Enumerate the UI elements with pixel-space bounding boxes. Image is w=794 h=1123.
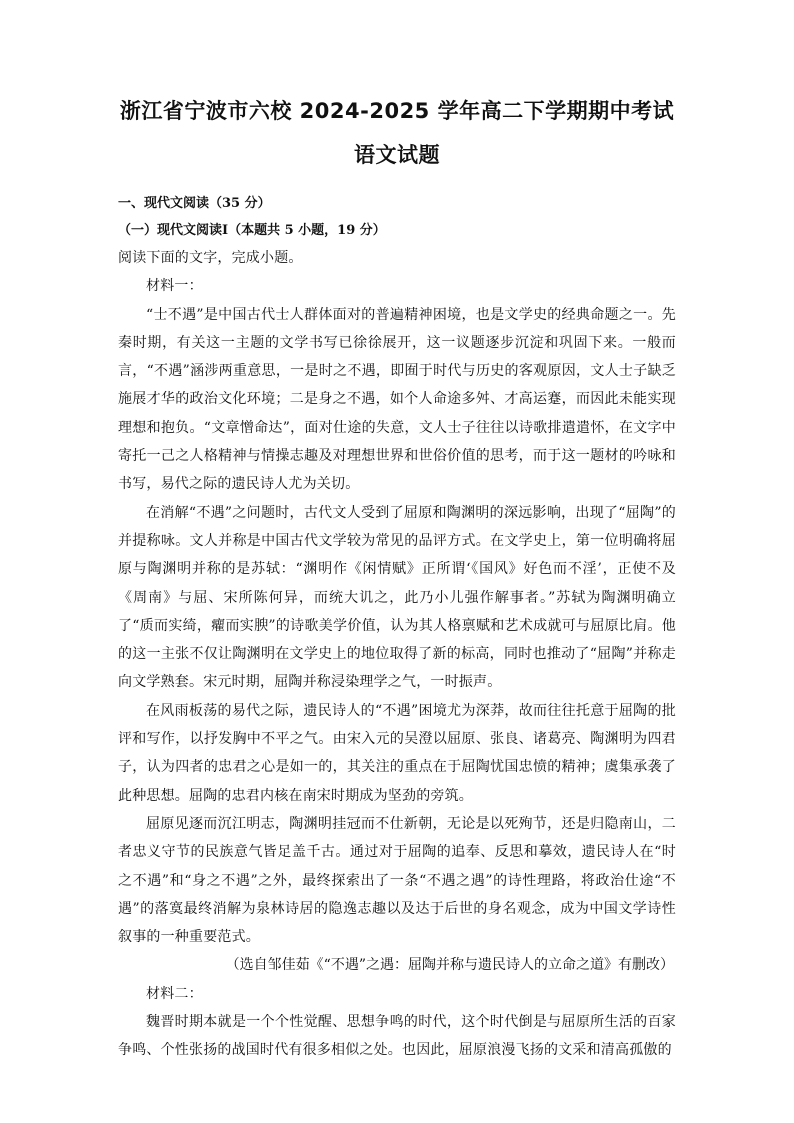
material-label: 材料一：	[146, 278, 203, 295]
subsection-heading: （一）现代文阅读Ⅰ（本题共 5 小题，19 分）	[118, 223, 386, 238]
paragraph: 屈原见逐而沉江明志，陶渊明挂冠而不仕新朝，无论是以死殉节，还是归隐南山，二者忠义守节的民族意气皆足盖千古。通过对于屈陶的追奉、反思和摹效，遗民诗人在“时之不遇”和“身之不遇”之外，最终探索出了一条“不遇之遇”的诗性理路，将政治仕途“不遇”的落寞最终消解为泉林诗居的隐逸志趣以及达于后世的身名观念，成为中国文学诗性叙事的一种重要范式。	[118, 815, 676, 946]
paragraph: 魏晋时期本就是一个个性觉醒、思想争鸣的时代，这个时代倒是与屈原所生活的百家争鸣、个性张扬的战国时代有很多相似之处。也因此，屈原浪漫飞扬的文采和清高孤傲的	[118, 1014, 676, 1059]
section-heading: 一、现代文阅读（35 分）	[118, 196, 271, 211]
document-title: 浙江省宁波市六校 2024-2025 学年高二下学期期中考试	[119, 99, 675, 123]
paragraph: 在消解“不遇”之问题时，古代文人受到了屈原和陶渊明的深远影响，出现了“屈陶”的并提称咏。文人并称是中国古代文学较为常见的品评方式。在文学史上，第一位明确将屈原与陶渊明并称的是苏轼：“渊明作《闲情赋》正所谓‘《国风》好色而不淫’，正使不及《周南》与屈、宋所陈何异，而统大讥之，此乃小儿强作解事者。”苏轼为陶渊明确立了“质而实绮，癯而实腴”的诗歌美学价值，认为其人格禀赋和艺术成就可与屈原比肩。他的这一主张不仅让陶渊明在文学史上的地位取得了新的标高，同时也推动了“屈陶”并称走向文学熟套。宋元时期，屈陶并称浸染理学之气，一时振声。	[118, 504, 676, 691]
source-citation: （选自邹佳茹《“不遇”之遇：屈陶并称与遗民诗人的立命之道》有删改）	[225, 957, 674, 974]
instruction-text: 阅读下面的文字，完成小题。	[118, 250, 303, 266]
paragraph: 在风雨板荡的易代之际，遗民诗人的“不遇”困境尤为深莽，故而往往托意于屈陶的批评和写作，以抒发胸中不平之气。由宋入元的吴澄以屈原、张良、诸葛亮、陶渊明为四君子，认为四者的忠君之心是如一的，其关注的重点在于屈陶忧国忠愤的精神；虞集承袭了此种思想。屈陶的忠君内核在南宋时期成为坚劲的旁筑。	[118, 702, 676, 804]
document-subtitle: 语文试题	[354, 143, 440, 167]
material-label: 材料二：	[146, 985, 203, 1002]
paragraph: “士不遇”是中国古代士人群体面对的普遍精神困境，也是文学史的经典命题之一。先秦时期，有关这一主题的文学书写已徐徐展开，这一议题逐步沉淀和巩固下来。一般而言，“不遇”涵涉两重意思，一是时之不遇，即囿于时代与历史的客观原因，文人士子缺乏施展才华的政治文化环境；二是身之不遇，如个人命途多舛、才高运蹇，而因此未能实现理想和抱负。“文章憎命达”，面对仕途的失意，文人士子往往以诗歌排遣遣怀，在文字中寄托一己之人格精神与情操志趣及对理想世界和世俗价值的思考，而于这一题材的吟咏和书写，易代之际的遗民诗人尤为关切。	[118, 306, 676, 493]
